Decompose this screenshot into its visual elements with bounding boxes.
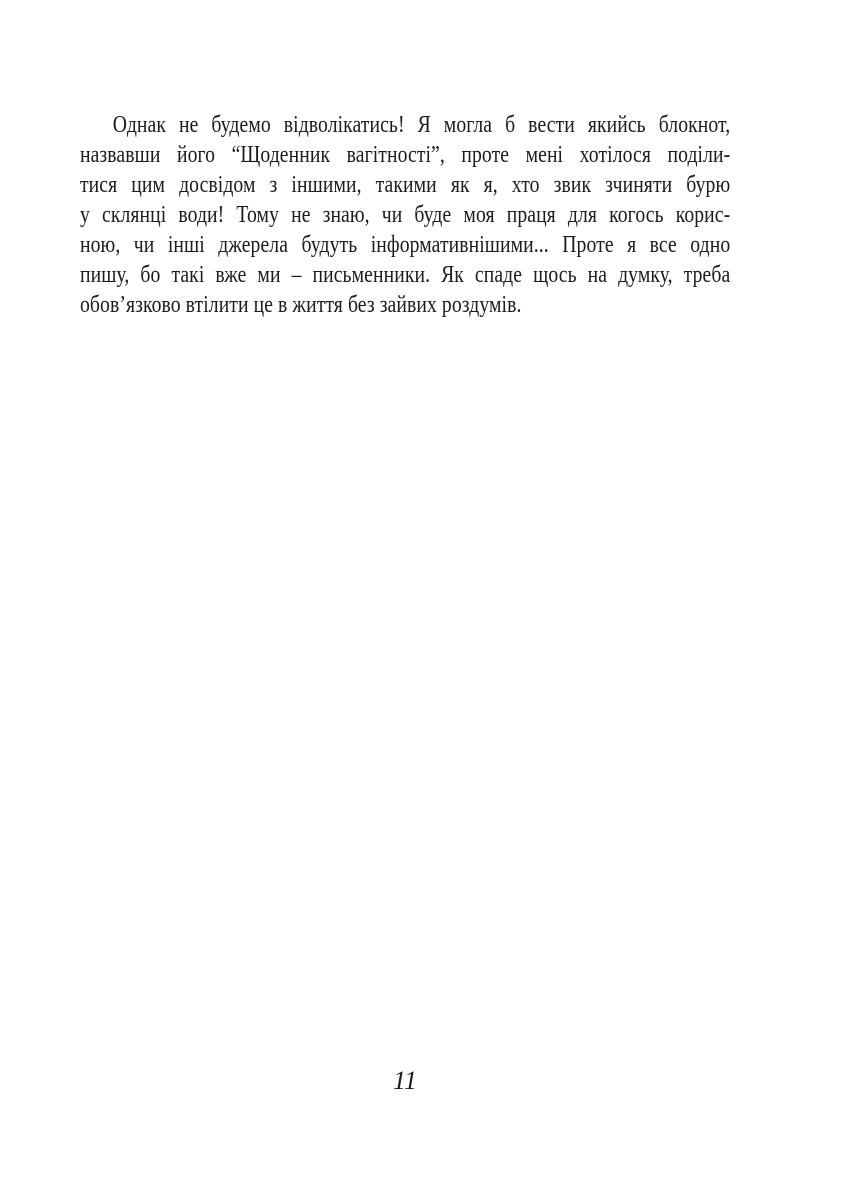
paragraph-line: тися цим досвідом з іншими, такими як я, хто звик зчиняти бурю xyxy=(80,172,731,198)
paragraph-line: назвавши його “Щоденник вагітності”, проте мені хотілося поділи- xyxy=(80,142,731,168)
paragraph-line: у склянці води! Тому не знаю, чи буде моя праця для когось корис- xyxy=(80,202,731,228)
paragraph-line: пишу, бо такі вже ми – письменники. Як спаде щось на думку, треба xyxy=(80,262,731,288)
paragraph xyxy=(80,110,730,320)
paragraph-line: Однак не будемо відволікатись! Я могла б вести якийсь блокнот, xyxy=(112,112,731,138)
paragraph-line: обов’язково втілити це в життя без зайвих роздумів. xyxy=(80,292,522,318)
page-number: 11 xyxy=(392,1066,418,1095)
paragraph-line: ною, чи інші джерела будуть інформативнішими... Проте я все одно xyxy=(80,232,731,258)
